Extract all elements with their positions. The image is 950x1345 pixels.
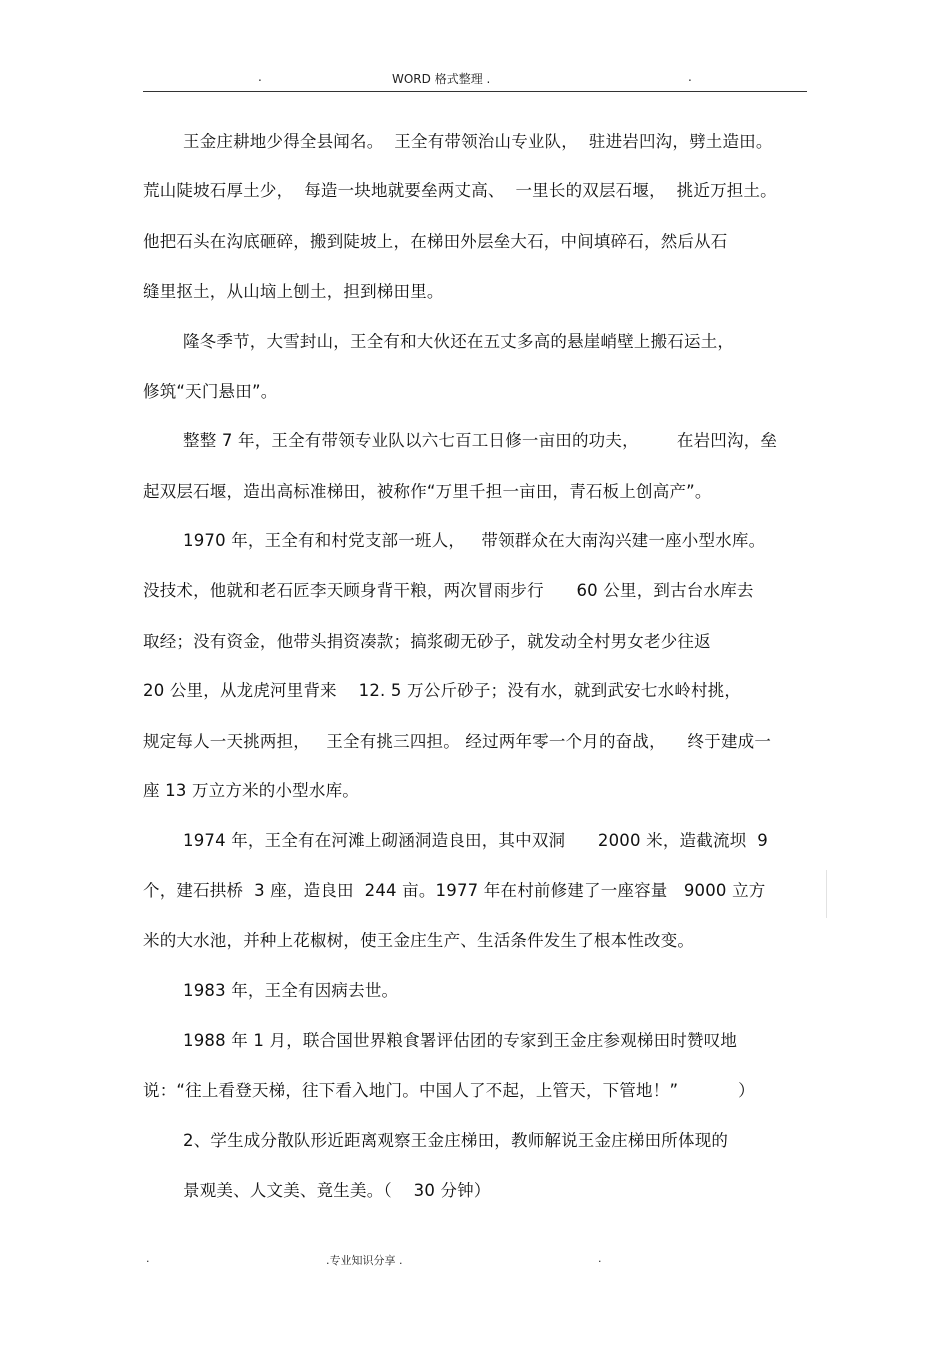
text-line: 座 13 万立方米的小型水库。: [143, 781, 359, 800]
text-line: 修筑“天门悬田”。: [143, 382, 278, 401]
text-line: 王金庄耕地少得全县闻名。 王全有带领治山专业队， 驻进岩凹沟，劈土造田。: [183, 132, 773, 151]
text-line: 米的大水池，并种上花椒树，使王金庄生产、生活条件发生了根本性改变。: [143, 931, 695, 950]
text-line: 1974 年，王全有在河滩上砌涵洞造良田，其中双洞 2000 米，造截流坝 9: [183, 831, 768, 850]
header-rule: [143, 91, 807, 92]
text-line: 取经；没有资金，他带头捐资凑款；搞浆砌无砂子，就发动全村男女老少往返: [143, 632, 711, 651]
header-left-dot: .: [258, 70, 262, 84]
text-line: 起双层石堰，造出高标准梯田，被称作“万里千担一亩田，青石板上创高产”。: [143, 482, 712, 501]
text-line: 荒山陡坡石厚土少， 每造一块地就要垒两丈高、 一里长的双层石堰， 挑近万担土。: [143, 181, 777, 200]
header-title: WORD 格式整理 .: [392, 72, 491, 86]
text-line: 规定每人一天挑两担， 王全有挑三四担。 经过两年零一个月的奋战， 终于建成一: [143, 732, 772, 751]
text-line: 没技术，他就和老石匠李天顾身背干粮，两次冒雨步行 60 公里，到古台水库去: [143, 581, 754, 600]
text-line: 景观美、人文美、竟生美。（ 30 分钟）: [183, 1181, 491, 1200]
footer-left-dot: .: [146, 1252, 150, 1265]
text-line: 1988 年 1 月，联合国世界粮食署评估团的专家到王金庄参观梯田时赞叹地: [183, 1031, 738, 1050]
footer-right-dot: .: [598, 1252, 602, 1265]
text-line: 缝里抠土，从山垴上刨土，担到梯田里。: [143, 282, 444, 301]
header-right-dot: .: [688, 70, 692, 84]
footer-text: .专业知识分享 .: [326, 1254, 403, 1267]
text-line: 整整 7 年，王全有带领专业队以六七百工日修一亩田的功夫， 在岩凹沟，垒: [183, 431, 778, 450]
text-line: 隆冬季节，大雪封山，王全有和大伙还在五丈多高的悬崖峭壁上搬石运土，: [183, 332, 735, 351]
text-line: 20 公里，从龙虎河里背来 12. 5 万公斤砂子；没有水，就到武安七水岭村挑，: [143, 681, 742, 700]
text-line: 说：“往上看登天梯，往下看入地门。中国人了不起，上管天，下管地！” ）: [143, 1081, 755, 1100]
margin-mark: [826, 870, 827, 918]
text-line: 他把石头在沟底砸碎，搬到陡坡上，在梯田外层垒大石，中间填碎石，然后从石: [143, 232, 728, 251]
text-line: 2、学生成分散队形近距离观察王金庄梯田，教师解说王金庄梯田所体现的: [183, 1131, 729, 1150]
text-line: 1970 年，王全有和村党支部一班人， 带领群众在大南沟兴建一座小型水库。: [183, 531, 766, 550]
text-line: 1983 年，王全有因病去世。: [183, 981, 399, 1000]
text-line: 个，建石拱桥 3 座，造良田 244 亩。1977 年在村前修建了一座容量 9000 立方: [143, 881, 766, 900]
